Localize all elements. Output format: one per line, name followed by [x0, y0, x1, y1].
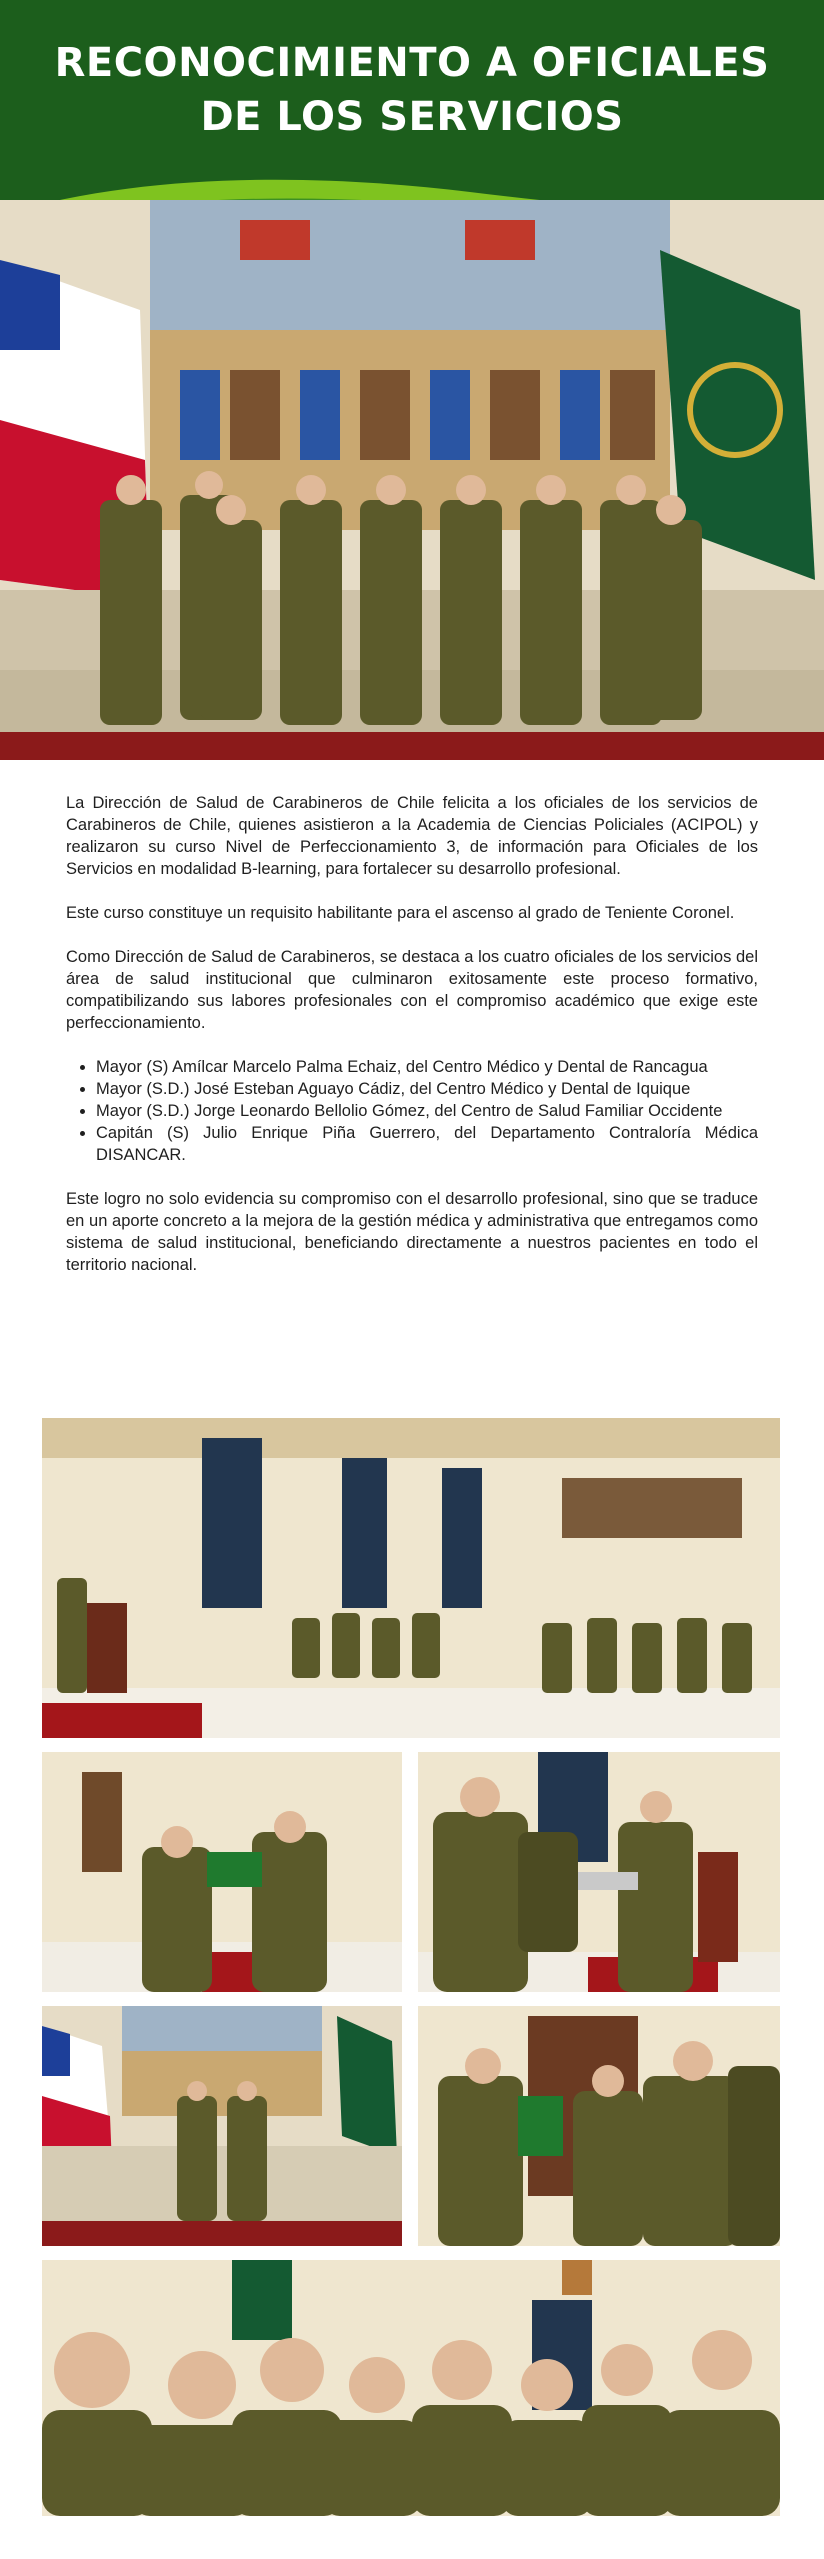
officers-flags-photo-icon: [42, 2006, 402, 2246]
ceremony-hall-photo-icon: [42, 1418, 780, 1738]
list-item: • Capitán (S) Julio Enrique Piña Guerrero, del Departamento Contraloría Médica DISANCAR.: [96, 1122, 758, 1166]
officers-folder-photo-icon: [418, 2006, 780, 2246]
gallery-photo-officers-flags: [42, 2006, 402, 2246]
page-title-line-1: RECONOCIMIENTO A OFICIALES: [54, 40, 770, 86]
diploma-handover-photo-icon: [42, 1752, 402, 1992]
paragraph-requirement: Este curso constituye un requisito habilitante para el ascenso al grado de Teniente Coronel.: [66, 904, 735, 922]
paragraph-intro: La Dirección de Salud de Carabineros de Chile felicita a los oficiales de los servicios de Carabineros de Chile, quienes asistieron a la Academia de Ciencias Policiales (ACIPOL) y realizaron su curso Nivel de Perfeccionamiento 3, de información para Oficiales de los Servicios en modalidad B-learning, para fortalecer su desarrollo profesional.: [66, 794, 758, 878]
paragraph-conclusion: Este logro no solo evidencia su compromiso con el desarrollo profesional, sino que se traduce en un aporte concreto a la mejora de la gestión médica y administrativa que entregamos como sistema de salud institucional, beneficiando directamente a nuestros pacientes en todo el territorio nacional.: [66, 1190, 758, 1274]
officers-list: [66, 1056, 758, 1166]
list-item: • Mayor (S.D.) José Esteban Aguayo Cádiz, del Centro Médico y Dental de Iquique: [96, 1078, 758, 1100]
group-photo-icon: [0, 200, 824, 760]
list-item: • Mayor (S.D.) Jorge Leonardo Bellolio Gómez, del Centro de Salud Familiar Occidente: [96, 1100, 758, 1122]
hero-group-photo: [0, 200, 824, 760]
page-title: [0, 36, 824, 144]
page-title-line-2: DE LOS SERVICIOS: [200, 94, 624, 140]
article-body: [66, 792, 758, 1298]
gallery-photo-diploma-handover: [42, 1752, 402, 1992]
list-item: • Mayor (S) Amílcar Marcelo Palma Echaiz, del Centro Médico y Dental de Rancagua: [96, 1056, 758, 1078]
gallery-photo-officer-receiving: [418, 1752, 780, 1992]
gallery-photo-officers-folder: [418, 2006, 780, 2246]
gallery-photo-officers-group-closeup: [42, 2260, 780, 2516]
officer-receiving-photo-icon: [418, 1752, 780, 1992]
paragraph-highlight: Como Dirección de Salud de Carabineros, se destaca a los cuatro oficiales de los servicios del área de salud institucional que culminaron exitosamente este proceso formativo, compatibilizando sus labores profesionales con el compromiso académico que exige este perfeccionamiento.: [66, 948, 758, 1032]
gallery-photo-ceremony-hall: [42, 1418, 780, 1738]
officers-group-closeup-photo-icon: [42, 2260, 780, 2516]
